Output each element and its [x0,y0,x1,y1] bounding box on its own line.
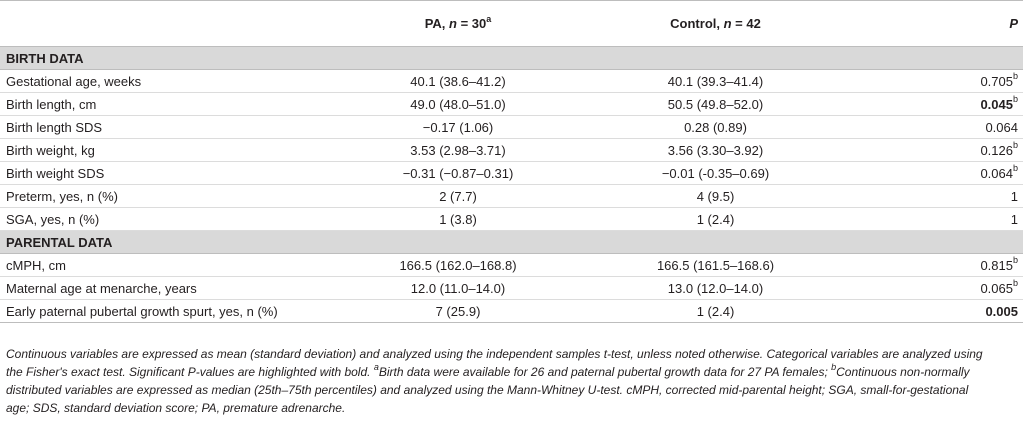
row-label: SGA, yes, n (%) [0,208,332,231]
cell-pa: 7 (25.9) [332,300,584,323]
table-body [0,47,1023,323]
row-label: Gestational age, weeks [0,70,332,93]
p-value-number: 0.005 [985,303,1018,319]
cell-control: 3.56 (3.30–3.92) [584,139,847,162]
footnote-line-1: Continuous variables are expressed as mean (standard deviation) and analyzed using the independent samples t-test, unless noted otherwise. Categorical variables are analyzed using [6,347,983,361]
p-value-number: 0.126 [980,142,1013,158]
cell-pa: 2 (7.7) [332,185,584,208]
cell-pa: 1 (3.8) [332,208,584,231]
header-control: Control, n = 42 [584,1,847,47]
p-value-footnote-marker: b [1012,163,1018,174]
cell-control: −0.01 (-0.35–0.69) [584,162,847,185]
table-row [0,254,1023,277]
cell-p-value [847,300,1023,323]
table-row [0,277,1023,300]
table-footnotes [6,345,1018,417]
table-row [0,93,1023,116]
cell-pa: −0.17 (1.06) [332,116,584,139]
p-value-number: 0.064 [980,165,1013,181]
section-header-row [0,231,1023,254]
footnote-line-2: the Fisher's exact test. Significant P-values are highlighted with bold. $^a$Birth data were available for 26 and paternal pubertal growth data for 27 PA females; $^b$Continuous non-normally [6,362,970,379]
p-value-number: 1 [1010,188,1018,204]
cell-p-value [847,185,1023,208]
table-row [0,162,1023,185]
table-row [0,139,1023,162]
header-variable [0,1,332,47]
cell-p-value [847,162,1023,185]
cell-control: 50.5 (49.8–52.0) [584,93,847,116]
cell-p-value [847,277,1023,300]
cell-control: 40.1 (39.3–41.4) [584,70,847,93]
table-row [0,185,1023,208]
p-value-number: 0.705 [980,73,1013,89]
row-label: Birth weight, kg [0,139,332,162]
row-label: Birth length, cm [0,93,332,116]
cell-pa: 166.5 (162.0–168.8) [332,254,584,277]
footnote-line-3: distributed variables are expressed as median (25th–75th percentiles) and analyzed using the Mann-Whitney U-test. cMPH, corrected mid-parental height; SGA, small-for-gestational [6,383,969,397]
table-row [0,300,1023,323]
cell-p-value [847,93,1023,116]
footnote-line-4: age; SDS, standard deviation score; PA, premature adrenarche. [6,401,346,415]
cell-pa: 3.53 (2.98–3.71) [332,139,584,162]
cell-pa: −0.31 (−0.87–0.31) [332,162,584,185]
table-row [0,70,1023,93]
row-label: Maternal age at menarche, years [0,277,332,300]
cell-p-value [847,116,1023,139]
row-label: Birth length SDS [0,116,332,139]
cell-control: 0.28 (0.89) [584,116,847,139]
cell-p-value [847,254,1023,277]
p-value-number: 0.065 [980,280,1013,296]
cell-pa: 49.0 (48.0–51.0) [332,93,584,116]
p-value-number: 0.064 [985,119,1018,135]
section-title: PARENTAL DATA [0,231,1023,254]
p-value-footnote-marker: b [1012,140,1018,151]
cell-control: 1 (2.4) [584,300,847,323]
p-value-footnote-marker: b [1012,278,1018,289]
header-p-value: P [847,1,1023,47]
p-value-footnote-marker: b [1012,71,1018,82]
row-label: Preterm, yes, n (%) [0,185,332,208]
p-value-number: 0.045 [980,96,1013,112]
cell-p-value [847,208,1023,231]
row-label: Early paternal pubertal growth spurt, yes, n (%) [0,300,332,323]
table-row [0,116,1023,139]
p-value-footnote-marker: b [1012,255,1018,266]
p-value-number: 1 [1010,211,1018,227]
cell-control: 1 (2.4) [584,208,847,231]
cell-p-value [847,70,1023,93]
cell-control: 13.0 (12.0–14.0) [584,277,847,300]
row-label: cMPH, cm [0,254,332,277]
header-pa: PA, $n = 30^a$ [332,1,584,47]
p-value-footnote-marker: b [1012,94,1018,105]
row-label: Birth weight SDS [0,162,332,185]
section-header-row [0,47,1023,70]
cell-p-value [847,139,1023,162]
table-row [0,208,1023,231]
cell-pa: 40.1 (38.6–41.2) [332,70,584,93]
p-value-number: 0.815 [980,257,1013,273]
cell-pa: 12.0 (11.0–14.0) [332,277,584,300]
section-title: BIRTH DATA [0,47,1023,70]
cell-control: 166.5 (161.5–168.6) [584,254,847,277]
table-header-row [0,1,1023,47]
cell-control: 4 (9.5) [584,185,847,208]
